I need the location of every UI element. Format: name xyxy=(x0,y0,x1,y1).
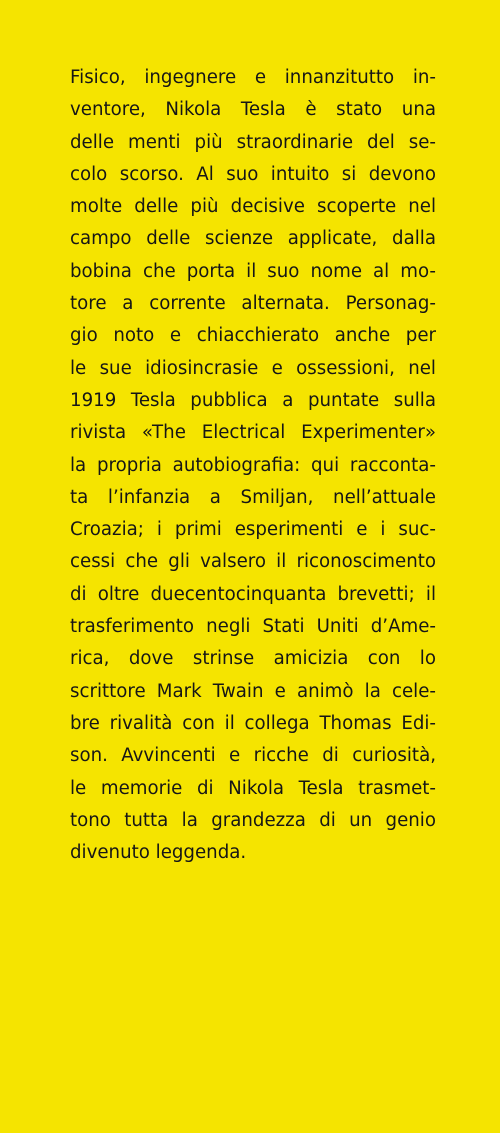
blurb-line: trasferimento negli Stati Uniti d’Ame- xyxy=(70,616,436,638)
blurb-line: delle menti più straordinarie del se- xyxy=(70,131,436,153)
blurb-line: tore a corrente alternata. Personag- xyxy=(70,293,436,315)
blurb-line: rivista «The Electrical Experimenter» xyxy=(70,422,436,444)
blurb-line: la propria autobiografia: qui racconta- xyxy=(70,454,436,476)
blurb-line: gio noto e chiacchierato anche per xyxy=(70,325,436,347)
blurb-line: ta l’infanzia a Smiljan, nell’attuale xyxy=(70,486,436,508)
blurb-line: le sue idiosincrasie e ossessioni, nel xyxy=(70,357,436,379)
blurb-line: divenuto leggenda. xyxy=(70,842,247,864)
blurb-line: 1919 Tesla pubblica a puntate sulla xyxy=(70,389,436,411)
blurb-line: scrittore Mark Twain e animò la cele- xyxy=(70,680,436,702)
blurb-line: molte delle più decisive scoperte nel xyxy=(70,196,436,218)
blurb-line: tono tutta la grandezza di un genio xyxy=(70,809,436,831)
blurb-line: le memorie di Nikola Tesla trasmet- xyxy=(70,777,436,799)
book-blurb xyxy=(70,62,436,869)
blurb-line: ventore, Nikola Tesla è stato una xyxy=(70,99,436,121)
blurb-line: Croazia; i primi esperimenti e i suc- xyxy=(70,519,436,541)
blurb-line: bre rivalità con il collega Thomas Edi- xyxy=(70,712,436,734)
blurb-line: son. Avvincenti e ricche di curiosità, xyxy=(70,745,436,767)
blurb-line: cessi che gli valsero il riconoscimento xyxy=(70,551,436,573)
blurb-line: Fisico, ingegnere e innanzitutto in- xyxy=(70,67,436,88)
blurb-line: campo delle scienze applicate, dalla xyxy=(70,228,436,250)
blurb-line: colo scorso. Al suo intuito si devono xyxy=(70,163,436,185)
blurb-line: rica, dove strinse amicizia con lo xyxy=(70,648,436,670)
blurb-line: di oltre duecentocinquanta brevetti; il xyxy=(70,583,436,605)
blurb-line: bobina che porta il suo nome al mo- xyxy=(70,260,436,282)
